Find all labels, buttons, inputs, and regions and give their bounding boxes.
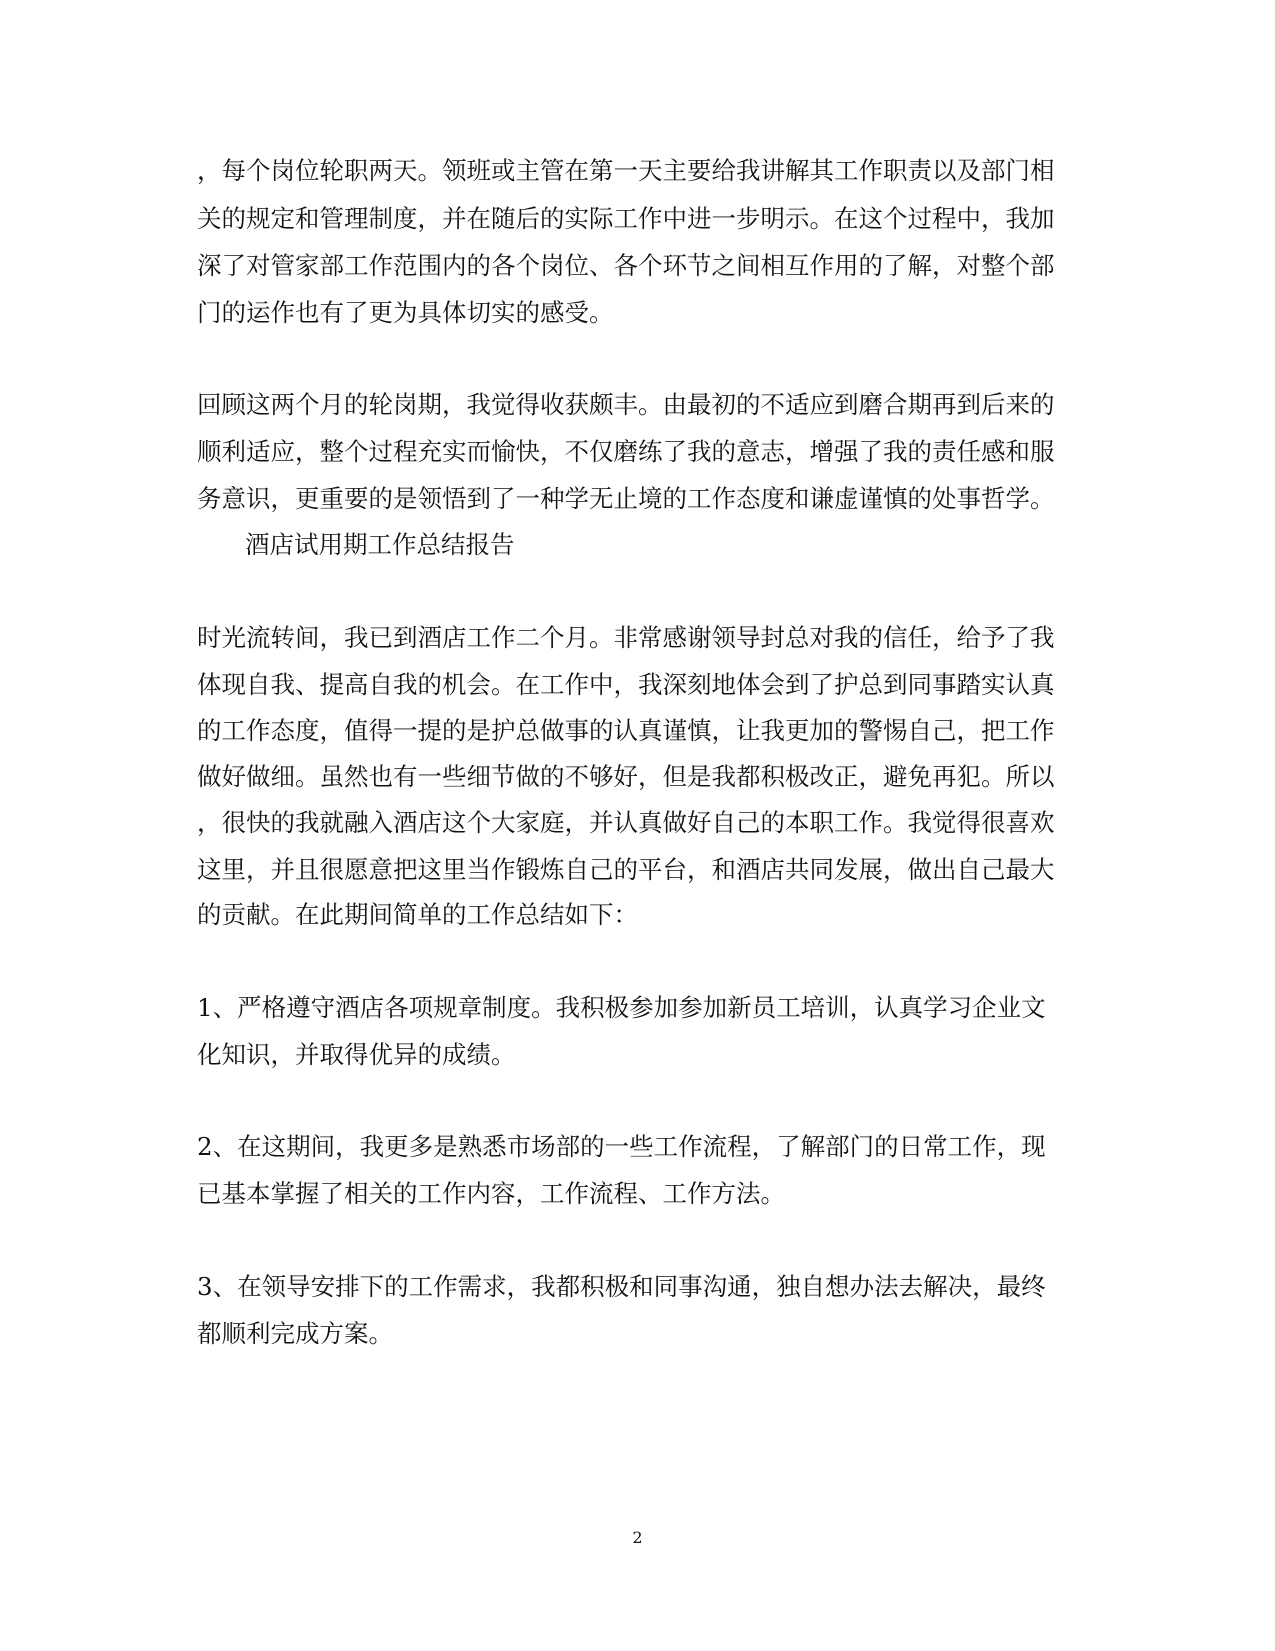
paragraph-2-line-2: 顺利适应，整个过程充实而愉快，不仅磨练了我的意志，增强了我的责任感和服	[197, 437, 1055, 466]
paragraph-3-line-3: 的工作态度，值得一提的是护总做事的认真谨慎，让我更加的警惕自己，把工作	[197, 716, 1055, 745]
paragraph-2-line-1: 回顾这两个月的轮岗期，我觉得收获颇丰。由最初的不适应到磨合期再到后来的	[197, 390, 1055, 419]
list-item-3-line-1: 3、在领导安排下的工作需求，我都积极和同事沟通，独自想办法去解决，最终	[197, 1272, 1046, 1301]
list-item-2-line-2: 已基本掌握了相关的工作内容，工作流程、工作方法。	[197, 1179, 785, 1208]
paragraph-1-line-1: ，每个岗位轮职两天。领班或主管在第一天主要给我讲解其工作职责以及部门相	[197, 156, 1055, 185]
paragraph-1-line-3: 深了对管家部工作范围内的各个岗位、各个环节之间相互作用的了解，对整个部	[197, 251, 1055, 280]
paragraph-1-line-2: 关的规定和管理制度，并在随后的实际工作中进一步明示。在这个过程中，我加	[197, 204, 1055, 233]
paragraph-2-line-3: 务意识，更重要的是领悟到了一种学无止境的工作态度和谦虚谨慎的处事哲学。	[197, 484, 1055, 513]
list-item-3-line-2: 都顺利完成方案。	[197, 1319, 393, 1348]
paragraph-3-line-2: 体现自我、提高自我的机会。在工作中，我深刻地体会到了护总到同事踏实认真	[197, 670, 1055, 699]
page-number: 2	[632, 1528, 643, 1547]
paragraph-3-line-1: 时光流转间，我已到酒店工作二个月。非常感谢领导封总对我的信任，给予了我	[197, 623, 1055, 652]
paragraph-3-line-4: 做好做细。虽然也有一些细节做的不够好，但是我都积极改正，避免再犯。所以	[197, 762, 1055, 791]
list-item-2-line-1: 2、在这期间，我更多是熟悉市场部的一些工作流程，了解部门的日常工作，现	[197, 1132, 1046, 1161]
paragraph-3-line-5: ，很快的我就融入酒店这个大家庭，并认真做好自己的本职工作。我觉得很喜欢	[197, 808, 1055, 837]
list-item-1-line-1: 1、严格遵守酒店各项规章制度。我积极参加参加新员工培训，认真学习企业文	[197, 993, 1046, 1022]
paragraph-1-line-4: 门的运作也有了更为具体切实的感受。	[197, 298, 614, 327]
paragraph-3-line-6: 这里，并且很愿意把这里当作锻炼自己的平台，和酒店共同发展，做出自己最大	[197, 855, 1055, 884]
paragraph-3-line-7: 的贡献。在此期间简单的工作总结如下：	[197, 900, 638, 929]
section-heading: 酒店试用期工作总结报告	[245, 530, 515, 559]
list-item-1-line-2: 化知识，并取得优异的成绩。	[197, 1040, 516, 1069]
